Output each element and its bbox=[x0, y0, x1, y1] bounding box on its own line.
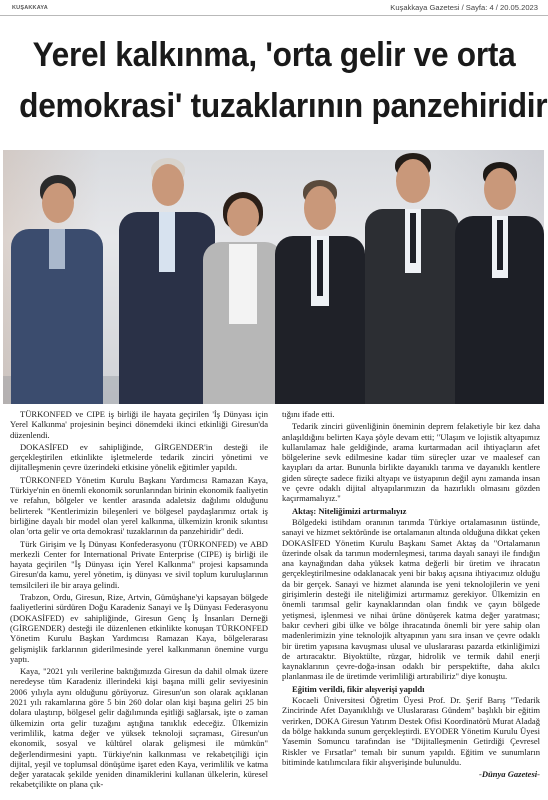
paragraph: Trabzon, Ordu, Giresun, Rize, Artvin, Gümüşhane'yi kapsayan bölgede faaliyetlerini sürdüren Doğu Karadeniz Sanayi ve İş Dünyası Federasyonu (DOKASİFED) ev sahipliğinde, Giresun Genç İş İnsanları Derneği (GİRGENDER) desteği ile düzenlenen etkinlikte konuşan TÜRKONFED Yönetim Kurulu Başkan Yardımcısı Ramazan Kaya, bölgelerarası gelişmişlik farklarının giderilmesinde yerel kalkınmanın önemine vurgu yaptı. bbox=[10, 592, 268, 664]
paragraph: tığını ifade etti. bbox=[282, 409, 335, 419]
section-subheading: Eğitim verildi, fikir alışverişi yapıldı bbox=[292, 683, 425, 694]
paragraph: TÜRKONFED Yönetim Kurulu Başkanı Yardımcısı Ramazan Kaya, Türkiye'nin en önemli ekonomik sorunlarından birinin ekonomik faaliyetin ve refahın, bölgeler ve kentler arasında adaletsiz dağılımı olduğunu belirterek "Kentlerimizin bileşenleri ve bölgesel paydaşlarımız ortak iş birliğine dayalı bir model olan yerel kalkınma, ülkemizin kronik sıkıntısı olan 'orta gelir ve orta demokrasi' tuzaklarının da panzehiridir" dedi. bbox=[10, 474, 268, 537]
headline-line-2: demokrasi' tuzaklarının panzehiridir bbox=[19, 87, 548, 125]
article-source: -Dünya Gazetesi- bbox=[478, 769, 540, 780]
paragraph: DOKASİFED ev sahipliğinde, GİRGENDER'in desteği ile gerçekleştirilen etkinlikte işletmelerde tedarik zinciri yönetimi ve dijitalleşmenin çevre üzerindeki etkisine yönelik eğitimler yapıldı. bbox=[10, 441, 268, 473]
page-info: Kuşakkaya Gazetesi / Sayfa: 4 / 20.05.2023 bbox=[390, 3, 538, 12]
section-subheading: Aktaş: Niteliğimizi artırmalıyız bbox=[292, 505, 407, 516]
paragraph: TÜRKONFED ve CIPE iş birliği ile hayata geçirilen 'İş Dünyası için Yerel Kalkınma' projesinin beşinci dönemdeki ikinci etkinliği Giresun'da düzenlendi. bbox=[10, 409, 268, 440]
headline-line-1: Yerel kalkınma, 'orta gelir ve orta bbox=[32, 36, 516, 74]
person-figure bbox=[365, 153, 459, 404]
article-left-column bbox=[10, 409, 268, 792]
person-figure bbox=[203, 192, 283, 404]
paragraph: Tedarik zinciri güvenliğinin öneminin deprem felaketiyle bir kez daha anlaşıldığını belirten Kaya şöyle devam etti; "Ulaşım ve lojistik altyapımız kullanılamaz hale geldiğinde, arama kurtarmadan acil ihtiyaçların afet bölgelerine sevk edilmesine kadar tüm süreçler uzar ve maalesef can kayıpları da artar. Bununla birlikte dayanıklı tarıma ve dayanıklı kentlere giden süreçte sadece fiziki altyapı ve üstyapının değil aynı zamanda insan ve çevre odaklı dijital altyapılarımızın da hazırlıklı olmasını gözden kaçırmamalıyız." bbox=[282, 421, 540, 504]
article-right-column bbox=[282, 409, 540, 781]
paragraph: Kaya, "2021 yılı verilerine baktığımızda Giresun da dahil olmak üzere neredeyse tüm Karadeniz illerindeki kişi başına milli gelir seviyesinin 2006 yılıyla aynı olduğunu görüyoruz. Giresun'un son olarak açıklanan 2021 yılı rakamlarına göre 5 bin 260 dolar olan kişi başına geliri 25 bin dolara ulaştırıp, bölgesel gelir dağılımında eşitliği sağlarsak, işte o zaman ülkemizin orta gelir tuzağını aştığına tanıklık edeceğiz. Ülkemizin verimlilik, katma değer ve yüksek teknoloji sıçraması, Giresun'un ekonomik, sosyal ve kültürel olarak gelişmesi ile mümkün" değerlendirmesini yaptı. Türkiye'nin kalkınması ve rekabetçiliği için dijital, yeşil ve toplumsal dönüşüme işaret eden Kaya, verimlilik ve katma değer yaratacak şekilde yeniden dinamiklerini kullanan ülkelerin, küresel rekabetçilikte on plana çık- bbox=[10, 666, 268, 790]
article-photo bbox=[3, 150, 544, 404]
paragraph: Kocaeli Üniversitesi Öğretim Üyesi Prof. Dr. Şerif Barış "Tedarik Zincirinde Afet Dayanıklılığı ve Uluslararası Gündem" başlıklı bir eğitim verirken, DOKA Giresun Yatırım Destek Ofisi Koordinatörü Murat Aladağ da bölge hakkında sunum gerçekleştirdi. EYODER Yönetim Kurulu Üyesi Yasemin Somuncu tarafından ise "Dijitalleşmenin Getirdiği Çevresel Riskler ve Fırsatlar" temalı bir sunum yapıldı. Eğitim ve sunumların bitiminde katılımcılara fikir alışverişinde bulunuldu. bbox=[282, 695, 540, 767]
paragraph: Bölgedeki istihdam oranının tarımda Türkiye ortalamasının üstünde, sanayi ve hizmet sektöründe ise ortalamanın altında olduğuna dikkat çeken DOKASİFED Yönetim Kurulu Başkanı Samet Aktaş da "Ortalamanın üzerinde olsak da tarımın modernleşmesi, tarıma dayalı sanayi ile fındığın ana kaynağından daha yüksek katma değerli bir üretim ve ihracatın gerçekleştirilmesine odaklanacak yeni bir bakış açısına ihtiyacımız olduğu da bir gerçek. Sanayi ve hizmet alanında ise yeni teknolojilerin ve yeni girişimlerin desteği ile niteliğimizi artırmamız gerekiyor. Ülkemizin en önemli tarımsal gelir kaynaklarından olan fındık ve çayın bölgede yetişmesi, işlenmesi ve nihai ürüne dönüşerek katma değer yaratması; bakır cevheri gibi ülke ve bölge ihracatında önemli bir yere sahip olan madenlerimizin yine teknolojik altyapının yanı sıra insan ve çevre odaklı bir üretim yapısına kavuşması ulusal ve uluslararası pazarda etkinliğimizi de artıracaktır. Biyoktülte, rüzgar, hidrolik ve termik dahil enerji kaynaklarının çevre-doğa-insan odaklı bir perspektifte, daha akılcı planlanması ile de üretimde verimliliği artırabiliriz" diye konuştu. bbox=[282, 516, 540, 682]
person-figure bbox=[11, 175, 103, 404]
person-figure bbox=[275, 180, 365, 404]
person-figure bbox=[455, 162, 544, 404]
paragraph: Türk Girişim ve İş Dünyası Konfederasyonu (TÜRKONFED) ve ABD merkezli Center for International Private Enterprise (CIPE) iş birliği ile hayata geçirilen "İş Dünyası için Yerel Kalkınma" projesi kapsamında Giresun'da kamu, yerel yönetim, iş dünyası ve sivil toplum kuruluşlarının temsilcileri ile bir araya gelindi. bbox=[10, 538, 268, 590]
article-headline bbox=[19, 30, 548, 132]
person-figure bbox=[119, 158, 215, 404]
page-header bbox=[0, 0, 548, 16]
newspaper-logo: KUŞAKKAYA bbox=[12, 4, 48, 11]
